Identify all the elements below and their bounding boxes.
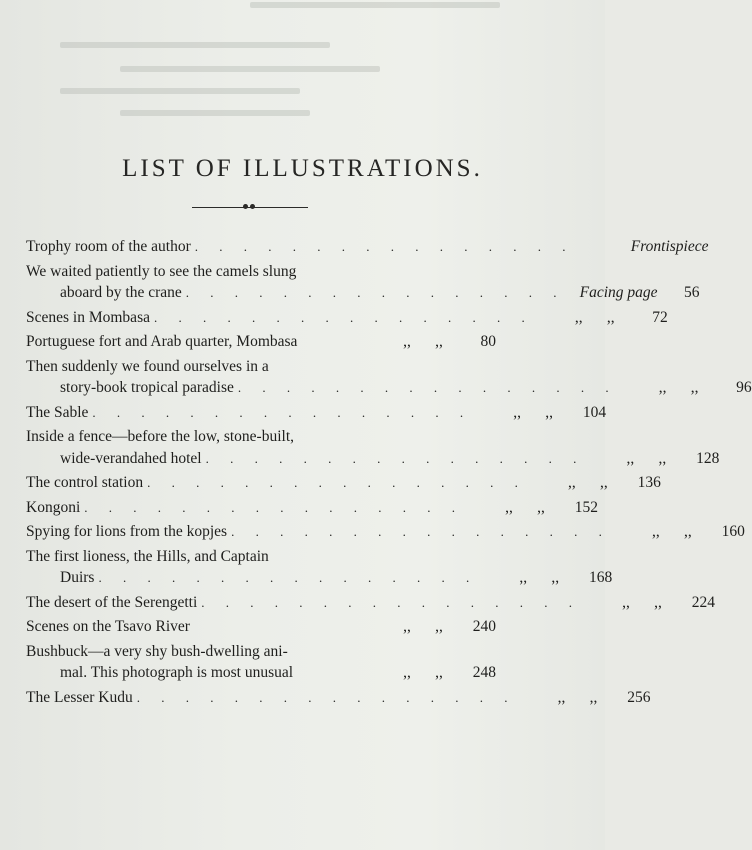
leader-dots: . . . . . . . . . . . . . . . . [98, 570, 479, 585]
list-item [26, 236, 709, 258]
page-number: 160 [721, 523, 745, 540]
entry-title-cont: mal. This photograph is most unusual [60, 664, 294, 681]
leader-dots: . . . . . . . . . . . . . . . . [237, 380, 618, 395]
entry-title: Then suddenly we found ourselves in a [26, 357, 269, 375]
page-number: 96 [736, 379, 752, 396]
ditto-mark: ,, [435, 664, 443, 681]
ditto-mark: ,, [654, 593, 662, 611]
list-item [26, 331, 496, 353]
entry-title-cont: aboard by the crane [60, 284, 182, 301]
page-number: 240 [472, 618, 496, 635]
entry-title: Trophy room of the author [26, 238, 191, 255]
ditto-mark: ,, [403, 333, 411, 350]
entry-title: Spying for lions from the kopjes [26, 523, 228, 540]
list-item [26, 687, 651, 709]
ditto-mark: ,, [690, 379, 699, 396]
ditto-mark: ,, [651, 523, 660, 540]
entry-title: Scenes in Mombasa [26, 308, 150, 326]
list-item [26, 546, 613, 589]
page-title: LIST OF ILLUSTRATIONS. [122, 155, 483, 182]
page-number: 168 [588, 569, 613, 586]
list-item [26, 641, 496, 684]
ditto-mark: ,, [567, 474, 576, 491]
entry-title: We waited patiently to see the camels slung [26, 262, 297, 280]
leader-dots: . . . . . . . . . . . . . . . . [201, 594, 582, 610]
entry-title: The control station [26, 474, 144, 491]
ditto-mark: ,, [551, 569, 560, 586]
ditto-mark: ,, [537, 498, 545, 516]
list-item [26, 521, 745, 543]
ditto-mark: ,, [658, 379, 667, 396]
page-reference: Frontispiece [630, 238, 709, 255]
facing-page-label: Facing page [579, 284, 658, 301]
page-number: 152 [574, 498, 598, 516]
ditto-mark: ,, [658, 449, 667, 467]
list-item [26, 261, 700, 304]
illustration-list [26, 236, 752, 708]
ditto-mark: ,, [606, 308, 615, 326]
ditto-mark: ,, [589, 688, 598, 706]
page-number: 256 [627, 688, 651, 706]
entry-title-cont: wide-verandahed hotel [60, 449, 202, 467]
entry-title: Inside a fence—before the low, stone-built, [26, 428, 294, 445]
ditto-mark: ,, [574, 308, 583, 326]
entry-title: Scenes on the Tsavo River [26, 618, 190, 635]
list-item [26, 356, 752, 399]
leader-dots: . . . . . . . . . . . . . . . . [92, 404, 473, 420]
list-item [26, 497, 598, 519]
ditto-mark: ,, [403, 664, 411, 681]
ditto-mark: ,, [599, 474, 608, 491]
entry-title: The desert of the Serengetti [26, 593, 198, 611]
page-number: 104 [582, 403, 607, 421]
entry-title: Portuguese fort and Arab quarter, Mombasa [26, 333, 298, 350]
list-item [26, 402, 607, 424]
entry-title: Kongoni [26, 498, 81, 516]
entry-title-cont: story-book tropical paradise [60, 379, 234, 396]
ditto-mark: ,, [513, 403, 522, 421]
list-item [26, 307, 668, 329]
ditto-mark: ,, [626, 449, 635, 467]
leader-dots: . . . . . . . . . . . . . . . . [205, 450, 586, 466]
ditto-mark: ,, [505, 498, 513, 516]
ditto-mark: ,, [683, 523, 692, 540]
entry-title-cont: Duirs [60, 569, 95, 586]
ditto-mark: ,, [435, 618, 443, 635]
page-number: 128 [696, 449, 720, 467]
leader-dots: . . . . . . . . . . . . . . . . [153, 309, 534, 325]
list-item [26, 592, 716, 614]
leader-dots: . . . . . . . . . . . . . . . . [84, 499, 464, 515]
page-number: 248 [472, 664, 496, 681]
ditto-mark: ,, [435, 333, 443, 350]
page-number: 56 [684, 284, 700, 301]
bleed-through-text [60, 0, 500, 140]
ornamental-rule [192, 203, 308, 213]
page-number: 72 [652, 308, 668, 326]
list-item [26, 616, 496, 638]
ditto-mark: ,, [545, 403, 554, 421]
page-number: 136 [637, 474, 661, 491]
leader-dots: . . . . . . . . . . . . . . . . [136, 689, 517, 705]
ditto-mark: ,, [403, 618, 411, 635]
leader-dots: . . . . . . . . . . . . . . . . [194, 239, 575, 254]
ditto-mark: ,, [519, 569, 528, 586]
page-number: 80 [480, 333, 496, 350]
entry-title: The first lioness, the Hills, and Captain [26, 547, 269, 565]
entry-title: Bushbuck—a very shy bush-dwelling ani- [26, 642, 288, 660]
entry-title: The Sable [26, 403, 89, 421]
list-item [26, 472, 661, 494]
leader-dots: . . . . . . . . . . . . . . . . [231, 524, 611, 539]
leader-dots: . . . . . . . . . . . . . . . . [185, 285, 566, 300]
entry-title: The Lesser Kudu [26, 688, 133, 706]
ditto-mark: ,, [622, 593, 630, 611]
list-item [26, 426, 720, 469]
leader-dots: . . . . . . . . . . . . . . . . [147, 475, 527, 490]
page-number: 224 [691, 593, 716, 611]
ditto-mark: ,, [557, 688, 566, 706]
